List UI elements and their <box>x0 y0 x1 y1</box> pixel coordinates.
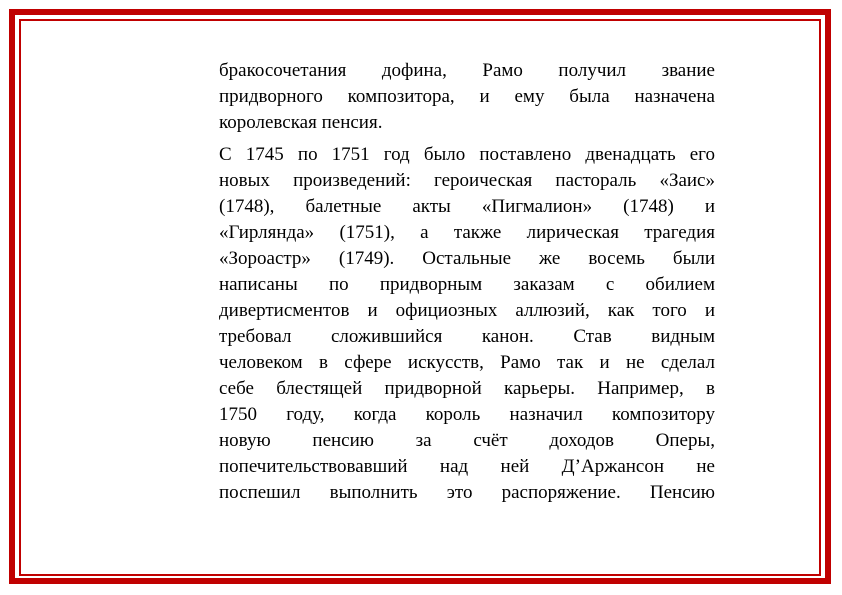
text-line: бракосочетания дофина, Рамо получил звание <box>219 60 715 81</box>
text-line: себе блестящей придворной карьеры. Например, в <box>219 378 715 399</box>
text-line: поспешил выполнить это распоряжение. Пенсию <box>219 482 715 503</box>
paragraph-2 <box>219 142 715 506</box>
text-line: попечительствовавший над ней Д’Аржансон не <box>219 456 715 477</box>
text-line: «Гирлянда» (1751), а также лирическая трагедия <box>219 222 715 243</box>
body-text <box>219 58 715 506</box>
text-line: новых произведений: героическая пастораль «Заис» <box>219 170 715 191</box>
text-line: написаны по придворным заказам с обилием <box>219 274 715 295</box>
text-line: дивертисментов и официозных аллюзий, как того и <box>219 300 715 321</box>
text-line: человеком в сфере искусств, Рамо так и не сделал <box>219 352 715 373</box>
text-line: королевская пенсия. <box>219 112 383 133</box>
text-line: новую пенсию за счёт доходов Оперы, <box>219 430 715 451</box>
text-line: придворного композитора, и ему была назначена <box>219 86 715 107</box>
text-line: 1750 году, когда король назначил композитору <box>219 404 715 425</box>
paragraph-1 <box>219 58 715 136</box>
text-line: С 1745 по 1751 год было поставлено двенадцать его <box>219 144 715 165</box>
text-line: (1748), балетные акты «Пигмалион» (1748) и <box>219 196 715 217</box>
text-line: требовал сложившийся канон. Став видным <box>219 326 715 347</box>
text-line: «Зороастр» (1749). Остальные же восемь были <box>219 248 715 269</box>
